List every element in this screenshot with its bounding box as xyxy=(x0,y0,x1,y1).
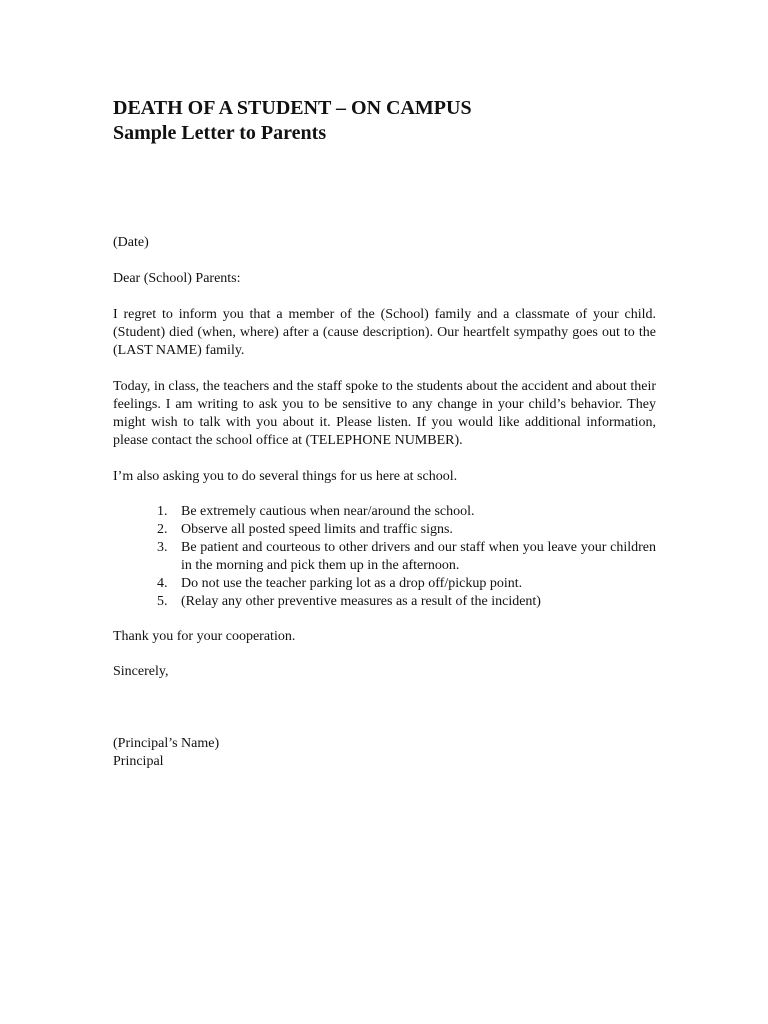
list-item-text: Be extremely cautious when near/around the school. xyxy=(181,504,475,519)
list-item-number: 3. xyxy=(157,540,168,555)
signer-name: (Principal’s Name) xyxy=(113,736,220,751)
closing-line: Sincerely, xyxy=(113,664,169,679)
letter-page xyxy=(113,96,656,771)
list-item-number: 2. xyxy=(157,522,168,537)
list-item xyxy=(113,539,656,575)
paragraph-requests-intro: I’m also asking you to do several things for us here at school. xyxy=(113,469,458,484)
document-title: DEATH OF A STUDENT – ON CAMPUS xyxy=(113,97,472,119)
list-item-text: Observe all posted speed limits and traffic signs. xyxy=(181,522,453,537)
paragraph-announcement: I regret to inform you that a member of the (School) family and a classmate of your child. (Student) died (when, where) after a (cause description). Our heartfelt sympathy goes out to the (LAST NAME) family. xyxy=(113,307,656,358)
salutation: Dear (School) Parents: xyxy=(113,271,241,286)
list-item-text: Be patient and courteous to other drivers and our staff when you leave your children in the morning and pick them up in the afternoon. xyxy=(181,540,656,573)
list-item-text: (Relay any other preventive measures as a result of the incident) xyxy=(181,594,541,609)
list-item xyxy=(113,575,656,593)
list-item xyxy=(113,503,656,521)
list-item-text: Do not use the teacher parking lot as a drop off/pickup point. xyxy=(181,576,523,591)
list-item-number: 5. xyxy=(157,594,168,609)
document-subtitle: Sample Letter to Parents xyxy=(113,122,327,144)
request-list xyxy=(113,503,656,611)
list-item xyxy=(113,521,656,539)
thanks-line: Thank you for your cooperation. xyxy=(113,629,296,644)
list-item-number: 4. xyxy=(157,576,168,591)
date-line: (Date) xyxy=(113,235,149,250)
signer-title: Principal xyxy=(113,754,164,769)
paragraph-class-discussion: Today, in class, the teachers and the staff spoke to the students about the accident and about their feelings. I am writing to ask you to be sensitive to any change in your child’s behavior. They might wish to talk with you about it. Please listen. If you would like additional information, please contact the school office at (TELEPHONE NUMBER). xyxy=(113,379,656,448)
list-item-number: 1. xyxy=(157,504,168,519)
list-item xyxy=(113,593,656,611)
